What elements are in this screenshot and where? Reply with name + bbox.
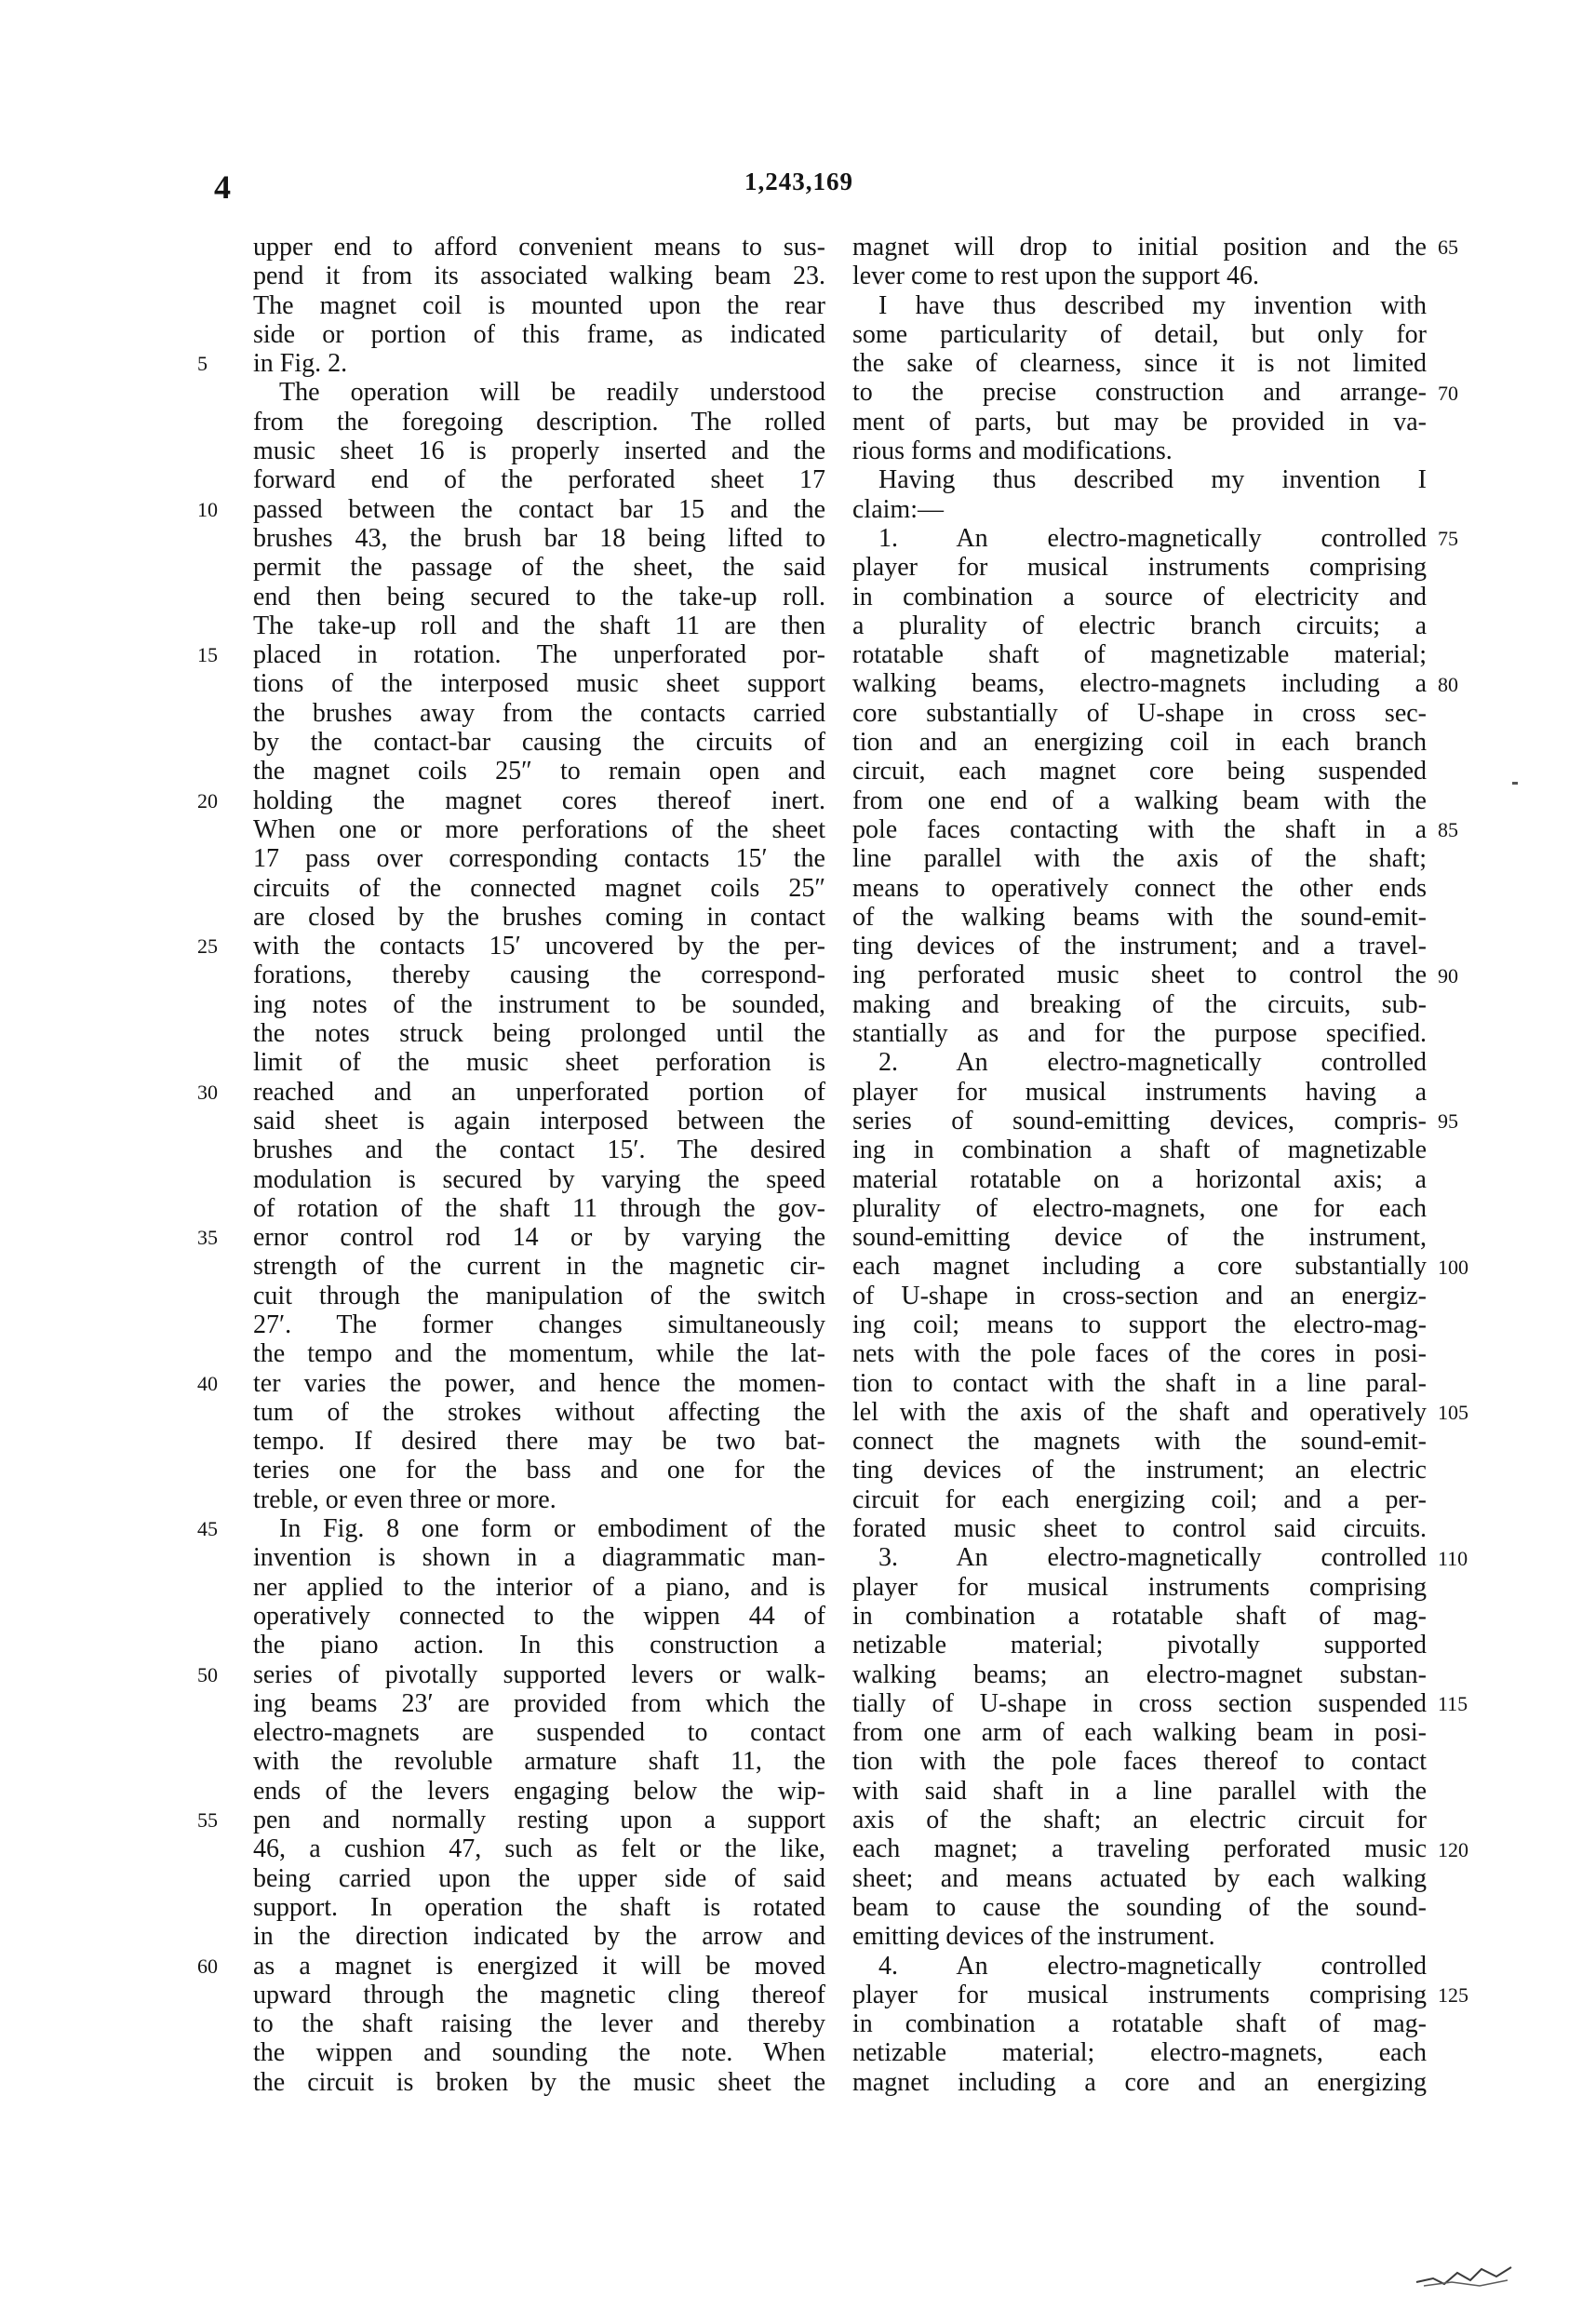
- text-line: The operation will be readily understood: [279, 378, 825, 408]
- line-number: 55: [197, 1808, 218, 1833]
- line-number: 110: [1438, 1546, 1468, 1570]
- text-line: the tempo and the momentum, while the lat-: [253, 1339, 825, 1369]
- right-text-column: [852, 233, 1427, 2097]
- text-line: limit of the music sheet perforation is: [253, 1048, 825, 1078]
- text-line: teries one for the bass and one for the: [253, 1456, 825, 1485]
- text-line: emitting devices of the instrument.: [852, 1922, 1215, 1952]
- text-line: sound-emitting device of the instrument,: [852, 1223, 1427, 1253]
- text-line: to the shaft raising the lever and thereby: [253, 2009, 825, 2039]
- text-line: upper end to afford convenient means to sus-: [253, 233, 825, 262]
- text-line: In Fig. 8 one form or embodiment of the: [279, 1514, 825, 1544]
- text-line: in the direction indicated by the arrow and: [253, 1922, 825, 1952]
- text-line: brushes and the contact 15′. The desired: [253, 1135, 825, 1165]
- text-line: player for musical instruments comprising: [852, 1572, 1427, 1602]
- text-line: ting devices of the instrument; an electric: [852, 1456, 1427, 1485]
- text-line: pend it from its associated walking beam 23.: [253, 262, 825, 291]
- text-line: the circuit is broken by the music sheet the: [253, 2067, 825, 2097]
- text-line: material rotatable on a horizontal axis; a: [852, 1164, 1427, 1194]
- text-line: making and breaking of the circuits, sub-: [852, 989, 1427, 1019]
- text-line: each magnet; a traveling perforated music: [852, 1834, 1427, 1864]
- text-line: cuit through the manipulation of the switch: [253, 1281, 825, 1310]
- text-line: as a magnet is energized it will be moved: [253, 1951, 825, 1981]
- text-line: each magnet including a core substantially: [852, 1252, 1427, 1282]
- text-line: Having thus described my invention I: [878, 465, 1427, 495]
- text-line: brushes 43, the brush bar 18 being lifted to: [253, 523, 825, 553]
- text-line: ter varies the power, and hence the momen-: [253, 1368, 825, 1398]
- text-line: plurality of electro-magnets, one for each: [852, 1193, 1427, 1223]
- text-line: from the foregoing description. The rolled: [253, 407, 825, 437]
- line-number: 10: [197, 497, 218, 521]
- text-line: a plurality of electric branch circuits; a: [852, 611, 1427, 640]
- line-number: 20: [197, 788, 218, 813]
- text-line: the wippen and sounding the note. When: [253, 2038, 825, 2068]
- text-line: the sake of clearness, since it is not limited: [852, 349, 1427, 379]
- text-line: upward through the magnetic cling thereof: [253, 1980, 825, 2009]
- line-number: 85: [1438, 818, 1458, 841]
- text-line: 46, a cushion 47, such as felt or the like,: [253, 1834, 825, 1864]
- text-line: pole faces contacting with the shaft in a: [852, 814, 1427, 844]
- text-line: from one end of a walking beam with the: [852, 786, 1427, 815]
- line-number: 75: [1438, 527, 1458, 550]
- text-line: electro-magnets are suspended to contact: [253, 1718, 825, 1748]
- text-line: connect the magnets with the sound-emit-: [852, 1427, 1427, 1457]
- text-line: end then being secured to the take-up roll.: [253, 582, 825, 611]
- line-number: 70: [1438, 381, 1458, 405]
- text-line: lever come to rest upon the support 46.: [852, 262, 1260, 291]
- text-line: are closed by the brushes coming in contact: [253, 902, 825, 932]
- line-number: 95: [1438, 1109, 1458, 1133]
- text-line: being carried upon the upper side of said: [253, 1863, 825, 1893]
- text-line: 3. An electro-magnetically controlled: [878, 1543, 1427, 1573]
- text-line: player for musical instruments comprising: [852, 553, 1427, 583]
- text-line: circuits of the connected magnet coils 25″: [253, 873, 825, 903]
- text-line: netizable material; pivotally supported: [852, 1631, 1427, 1660]
- text-line: walking beams; an electro-magnet substan-: [852, 1659, 1427, 1689]
- text-line: operatively connected to the wippen 44 of: [253, 1601, 825, 1631]
- text-line: placed in rotation. The unperforated por-: [253, 640, 825, 670]
- text-line: with said shaft in a line parallel with the: [852, 1776, 1427, 1806]
- text-line: of U-shape in cross-section and an energiz-: [852, 1281, 1427, 1310]
- text-line: to the precise construction and arrange-: [852, 378, 1427, 408]
- page-number: 4: [214, 168, 231, 206]
- line-number: 115: [1438, 1692, 1468, 1715]
- text-line: invention is shown in a diagrammatic man-: [253, 1543, 825, 1573]
- scan-artifact-mark: [1414, 2262, 1517, 2288]
- text-line: lel with the axis of the shaft and operatively: [852, 1397, 1427, 1427]
- text-line: support. In operation the shaft is rotated: [253, 1892, 825, 1922]
- text-line: the magnet coils 25″ to remain open and: [253, 757, 825, 786]
- text-line: player for musical instruments comprising: [852, 1980, 1427, 2009]
- text-line: tempo. If desired there may be two bat-: [253, 1427, 825, 1457]
- text-line: 17 pass over corresponding contacts 15′ the: [253, 844, 825, 874]
- text-line: some particularity of detail, but only for: [852, 319, 1427, 349]
- line-number: 50: [197, 1662, 218, 1686]
- text-line: by the contact-bar causing the circuits of: [253, 728, 825, 758]
- text-line: tially of U-shape in cross section suspended: [852, 1688, 1427, 1718]
- text-line: When one or more perforations of the sheet: [253, 814, 825, 844]
- text-line: forward end of the perforated sheet 17: [253, 465, 825, 495]
- line-number: 80: [1438, 672, 1458, 696]
- text-line: ernor control rod 14 or by varying the: [253, 1223, 825, 1253]
- scan-speck: [1512, 782, 1518, 785]
- text-line: core substantially of U-shape in cross sec-: [852, 698, 1427, 728]
- text-line: 4. An electro-magnetically controlled: [878, 1951, 1427, 1981]
- text-line: passed between the contact bar 15 and the: [253, 494, 825, 524]
- text-line: reached and an unperforated portion of: [253, 1077, 825, 1107]
- text-line: modulation is secured by varying the speed: [253, 1164, 825, 1194]
- text-line: said sheet is again interposed between the: [253, 1106, 825, 1135]
- text-line: the piano action. In this construction a: [253, 1631, 825, 1660]
- text-line: ment of parts, but may be provided in va-: [852, 407, 1427, 437]
- line-number: 60: [197, 1954, 218, 1978]
- text-line: pen and normally resting upon a support: [253, 1806, 825, 1835]
- text-line: means to operatively connect the other ends: [852, 873, 1427, 903]
- line-number: 25: [197, 934, 218, 959]
- text-line: forations, thereby causing the correspond-: [253, 960, 825, 990]
- line-number: 90: [1438, 963, 1458, 987]
- text-line: ends of the levers engaging below the wip-: [253, 1776, 825, 1806]
- text-line: tum of the strokes without affecting the: [253, 1397, 825, 1427]
- text-line: I have thus described my invention with: [878, 290, 1427, 320]
- text-line: ing coil; means to support the electro-mag-: [852, 1310, 1427, 1339]
- text-line: tion to contact with the shaft in a line paral-: [852, 1368, 1427, 1398]
- text-line: line parallel with the axis of the shaft;: [852, 844, 1427, 874]
- text-line: rious forms and modifications.: [852, 437, 1173, 466]
- text-line: magnet including a core and an energizing: [852, 2067, 1427, 2097]
- line-number: 15: [197, 643, 218, 667]
- text-line: walking beams, electro-magnets including a: [852, 669, 1427, 699]
- text-line: 2. An electro-magnetically controlled: [878, 1048, 1427, 1078]
- text-line: magnet will drop to initial position and the: [852, 233, 1427, 262]
- text-line: ing beams 23′ are provided from which the: [253, 1688, 825, 1718]
- text-line: axis of the shaft; an electric circuit for: [852, 1806, 1427, 1835]
- line-number: 125: [1438, 1983, 1468, 2007]
- text-line: in combination a rotatable shaft of mag-: [852, 2009, 1427, 2039]
- text-line: sheet; and means actuated by each walking: [852, 1863, 1427, 1893]
- text-line: forated music sheet to control said circuits.: [852, 1514, 1427, 1544]
- line-number: 5: [197, 352, 208, 376]
- text-line: ner applied to the interior of a piano, and is: [253, 1572, 825, 1602]
- line-number: 40: [197, 1371, 218, 1395]
- line-number: 30: [197, 1080, 218, 1104]
- text-line: 27′. The former changes simultaneously: [253, 1310, 825, 1339]
- text-line: 1. An electro-magnetically controlled: [878, 523, 1427, 553]
- text-line: series of sound-emitting devices, compris-: [852, 1106, 1427, 1135]
- text-line: nets with the pole faces of the cores in posi-: [852, 1339, 1427, 1369]
- line-number: 120: [1438, 1837, 1468, 1861]
- text-line: in combination a source of electricity and: [852, 582, 1427, 611]
- text-line: strength of the current in the magnetic cir-: [253, 1252, 825, 1282]
- text-line: of rotation of the shaft 11 through the gov-: [253, 1193, 825, 1223]
- text-line: the brushes away from the contacts carried: [253, 698, 825, 728]
- text-line: claim:—: [852, 494, 944, 524]
- text-line: in combination a rotatable shaft of mag-: [852, 1601, 1427, 1631]
- text-line: player for musical instruments having a: [852, 1077, 1427, 1107]
- line-number: 65: [1438, 235, 1458, 259]
- left-text-column: [253, 233, 825, 2097]
- text-line: ing notes of the instrument to be sounded,: [253, 989, 825, 1019]
- text-line: music sheet 16 is properly inserted and the: [253, 437, 825, 466]
- text-line: treble, or even three or more.: [253, 1484, 556, 1514]
- text-line: The take-up roll and the shaft 11 are then: [253, 611, 825, 640]
- text-line: tions of the interposed music sheet support: [253, 669, 825, 699]
- text-line: rotatable shaft of magnetizable material;: [852, 640, 1427, 670]
- text-line: circuit for each energizing coil; and a per-: [852, 1484, 1427, 1514]
- text-line: beam to cause the sounding of the sound-: [852, 1892, 1427, 1922]
- text-line: The magnet coil is mounted upon the rear: [253, 290, 825, 320]
- text-line: side or portion of this frame, as indicated: [253, 319, 825, 349]
- text-line: ing perforated music sheet to control the: [852, 960, 1427, 990]
- text-line: ing in combination a shaft of magnetizable: [852, 1135, 1427, 1165]
- line-number: 100: [1438, 1255, 1468, 1279]
- text-line: with the revoluble armature shaft 11, the: [253, 1747, 825, 1777]
- text-line: holding the magnet cores thereof inert.: [253, 786, 825, 815]
- text-line: with the contacts 15′ uncovered by the per-: [253, 932, 825, 961]
- text-line: in Fig. 2.: [253, 349, 348, 379]
- patent-number: 1,243,169: [744, 168, 853, 195]
- text-line: permit the passage of the sheet, the said: [253, 553, 825, 583]
- text-line: netizable material; electro-magnets, each: [852, 2038, 1427, 2068]
- text-line: tion with the pole faces thereof to contact: [852, 1747, 1427, 1777]
- text-line: circuit, each magnet core being suspended: [852, 757, 1427, 786]
- line-number: 105: [1438, 1401, 1468, 1424]
- line-number: 35: [197, 1226, 218, 1250]
- text-line: series of pivotally supported levers or walk-: [253, 1659, 825, 1689]
- text-line: stantially as and for the purpose specified.: [852, 1019, 1427, 1049]
- line-number: 45: [197, 1517, 218, 1541]
- text-line: from one arm of each walking beam in posi-: [852, 1718, 1427, 1748]
- text-line: of the walking beams with the sound-emit-: [852, 902, 1427, 932]
- text-line: ting devices of the instrument; and a travel-: [852, 932, 1427, 961]
- text-line: the notes struck being prolonged until the: [253, 1019, 825, 1049]
- text-line: tion and an energizing coil in each branch: [852, 728, 1427, 758]
